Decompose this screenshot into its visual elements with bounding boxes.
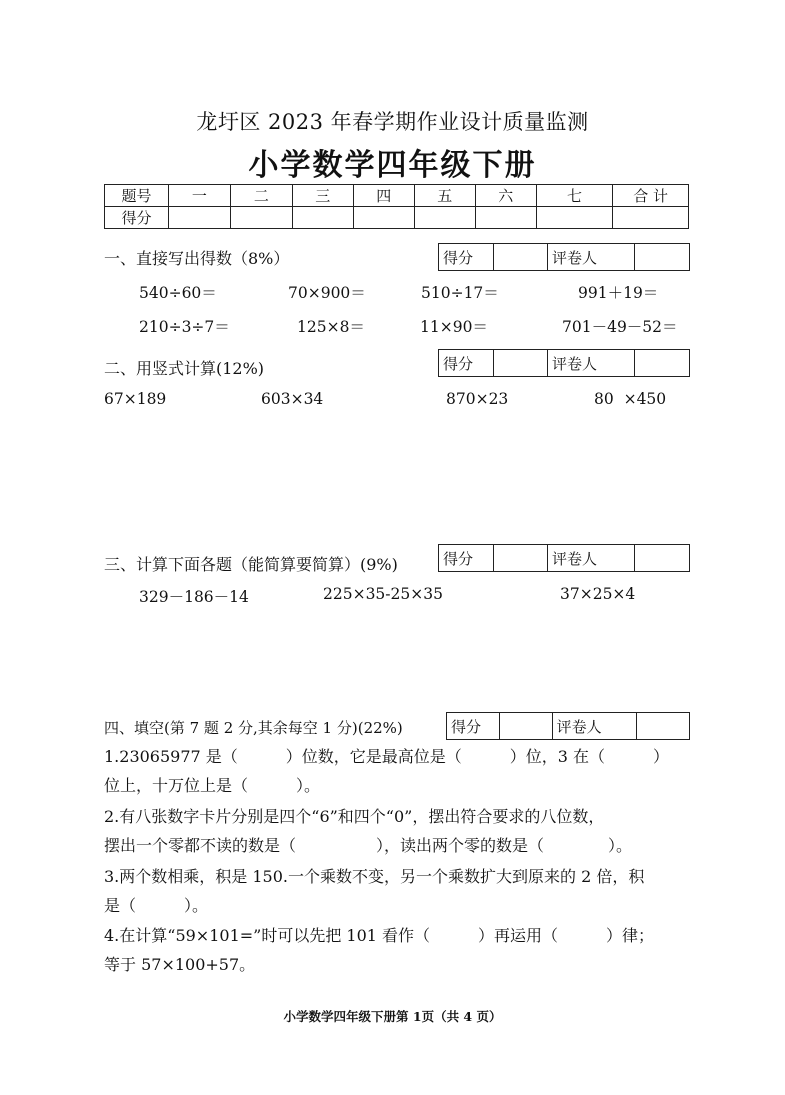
section-1-title: 一、直接写出得数（8%） <box>104 249 290 268</box>
fill-blank-line: 3.两个数相乘，积是 150.一个乘数不变，另一个乘数扩大到原来的 2 倍，积 <box>104 867 645 886</box>
section-1-mark-box <box>438 243 690 271</box>
page-footer: 小学数学四年级下册第 1页（共 4 页） <box>283 1009 502 1024</box>
mark-box-grader-label: 评卷人 <box>548 350 635 377</box>
fill-blank-line: 4.在计算“59×101=”时可以先把 101 看作（ ）再运用（ ）律； <box>104 926 655 945</box>
vertical-calc-item: 603×34 <box>261 390 324 408</box>
calc-item: 70×900＝ <box>288 284 366 302</box>
mark-box-score-blank[interactable] <box>493 545 548 572</box>
score-cell-blank[interactable] <box>230 207 292 229</box>
mark-box-score-label: 得分 <box>447 713 500 740</box>
mark-box-grader-label: 评卷人 <box>552 713 637 740</box>
mark-box-grader-blank[interactable] <box>635 244 690 271</box>
calc-item: 991＋19＝ <box>578 284 659 302</box>
score-table-cell: 题号 <box>105 185 169 207</box>
score-table-cell: 一 <box>168 185 230 207</box>
fill-blank-line: 摆出一个零都不读的数是（ ），读出两个零的数是（ ）。 <box>104 836 633 855</box>
section-4-title: 四、填空(第 7 题 2 分,其余每空 1 分)(22%) <box>104 719 403 737</box>
calc-item: 125×8＝ <box>297 318 365 336</box>
vertical-calc-item: 67×189 <box>104 390 167 408</box>
calc-item: 701－49－52＝ <box>562 318 678 336</box>
simplify-calc-item: 37×25×4 <box>560 585 636 603</box>
calc-item: 540÷60＝ <box>139 284 217 302</box>
section-4-mark-box <box>446 712 690 740</box>
exam-title: 龙圩区 2023 年春学期作业设计质量监测 <box>196 110 589 134</box>
mark-box-grader-blank[interactable] <box>635 545 690 572</box>
score-cell-blank[interactable] <box>353 207 414 229</box>
simplify-calc-item: 225×35-25×35 <box>323 585 443 603</box>
score-table-cell: 七 <box>536 185 613 207</box>
score-table-cell: 二 <box>230 185 292 207</box>
score-cell-blank[interactable] <box>475 207 536 229</box>
score-table-header-row <box>105 185 689 207</box>
score-cell-blank[interactable] <box>292 207 353 229</box>
simplify-calc-item: 329－186－14 <box>139 588 249 606</box>
calc-item: 11×90＝ <box>420 318 488 336</box>
fill-blank-line: 等于 57×100+57。 <box>104 955 256 974</box>
score-table-cell: 六 <box>475 185 536 207</box>
score-table-score-row <box>105 207 689 229</box>
mark-box-grader-blank[interactable] <box>637 713 690 740</box>
score-table-cell: 合 计 <box>613 185 689 207</box>
score-table-cell: 三 <box>292 185 353 207</box>
calc-item: 510÷17＝ <box>421 284 499 302</box>
score-cell-blank[interactable] <box>414 207 475 229</box>
score-cell-blank[interactable] <box>168 207 230 229</box>
score-table <box>104 184 689 229</box>
fill-blank-line: 是（ ）。 <box>104 896 209 915</box>
section-2-mark-box <box>438 349 690 377</box>
score-table-cell: 四 <box>353 185 414 207</box>
section-3-mark-box <box>438 544 690 572</box>
vertical-calc-item: 80 ×450 <box>594 390 667 408</box>
score-cell-blank[interactable] <box>536 207 613 229</box>
score-table-cell: 五 <box>414 185 475 207</box>
vertical-calc-item: 870×23 <box>446 390 509 408</box>
mark-box-score-blank[interactable] <box>493 244 548 271</box>
mark-box-grader-label: 评卷人 <box>548 244 635 271</box>
fill-blank-line: 1.23065977 是（ ）位数，它是最高位是（ ）位，3 在（ ） <box>104 747 670 766</box>
fill-blank-line: 位上，十万位上是（ ）。 <box>104 776 321 795</box>
mark-box-score-label: 得分 <box>439 244 494 271</box>
mark-box-score-blank[interactable] <box>499 713 552 740</box>
mark-box-grader-label: 评卷人 <box>548 545 635 572</box>
section-2-title: 二、用竖式计算(12%) <box>104 359 265 378</box>
subject-title: 小学数学四年级下册 <box>248 148 537 183</box>
mark-box-grader-blank[interactable] <box>635 350 690 377</box>
mark-box-score-blank[interactable] <box>493 350 548 377</box>
mark-box-score-label: 得分 <box>439 350 494 377</box>
fill-blank-line: 2.有八张数字卡片分别是四个“6”和四个“0”，摆出符合要求的八位数， <box>104 807 605 826</box>
section-3-title: 三、计算下面各题（能简算要简算）(9%) <box>104 555 398 574</box>
calc-item: 210÷3÷7＝ <box>139 318 230 336</box>
mark-box-score-label: 得分 <box>439 545 494 572</box>
score-cell-blank[interactable] <box>613 207 689 229</box>
score-table-cell: 得分 <box>105 207 169 229</box>
